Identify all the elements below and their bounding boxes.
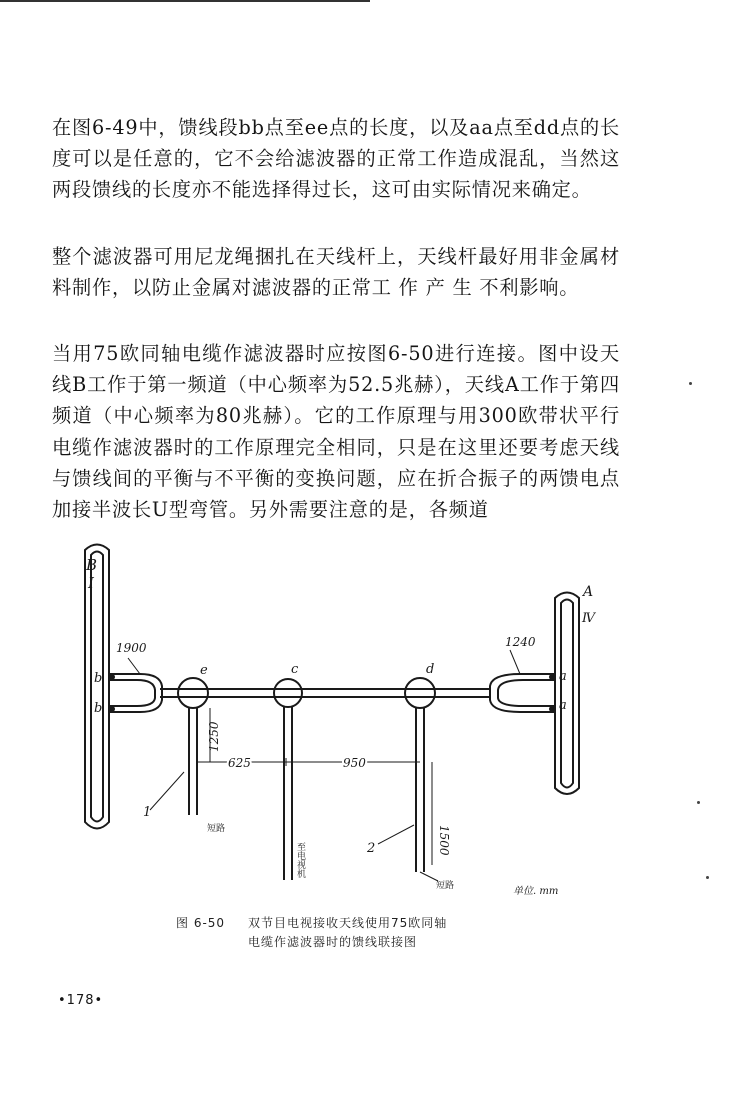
dim-950-label: 950 — [343, 756, 366, 770]
antenna-a-outer — [555, 593, 579, 795]
dim-1500-label: 1500 — [437, 825, 451, 856]
dim-1900-leader — [128, 658, 140, 674]
unit-label: 单位. mm — [513, 886, 559, 897]
antenna-feeder-diagram — [0, 540, 754, 910]
point-b-top: b — [94, 671, 103, 686]
short-2-label: 短路 — [436, 881, 455, 891]
dim-1240-label: 1240 — [505, 635, 536, 649]
short-2-leader — [420, 872, 438, 881]
paragraph-3: 当用75欧同轴电缆作滤波器时应按图6-50进行连接。图中设天线B工作于第一频道（中心频率为52.5兆赫），天线A工作于第四频道（中心频率为80兆赫）。它的工作原理与用300欧带状平行电缆作滤波器时的工作原理完全相同，只是在这里还要考虑天线与馈线间的平衡与不平衡的变换问题，应在折合振子的两馈电点加接半波长U型弯管。另外需要注意的是，各频道 — [52, 342, 620, 522]
stub-2-label: 2 — [367, 841, 376, 856]
u-bend-b-inner — [109, 680, 155, 706]
dim-1900-label: 1900 — [116, 641, 147, 655]
stub-1-label: 1 — [143, 805, 152, 820]
page-number: •178• — [58, 993, 104, 1008]
to-receiver-label: 至电视机 — [295, 842, 305, 878]
paragraph-1: 在图6-49中，馈线段bb点至ee点的长度，以及aa点至dd点的长度可以是任意的，它不会给滤波器的正常工作造成混乱，当然这两段馈线的长度亦不能选择得过长，这可由实际情况来确定。 — [52, 116, 620, 202]
antenna-b-label: B — [86, 556, 98, 574]
antenna-a-inner — [561, 600, 573, 788]
dim-1240-leader — [510, 650, 520, 674]
antenna-a-channel: Ⅳ — [582, 611, 595, 626]
scan-speck — [706, 876, 709, 879]
u-bend-a-inner — [498, 680, 555, 706]
point-d: d — [426, 662, 435, 677]
dim-1250-label: 1250 — [207, 721, 221, 752]
stub-1-leader — [150, 772, 184, 810]
stub-2-leader — [378, 825, 414, 844]
figure-caption-text: 双节目电视接收天线使用75欧同轴电缆作滤波器时的馈线联接图 — [248, 916, 448, 949]
short-1-label: 短路 — [207, 824, 226, 834]
antenna-b-inner — [91, 552, 103, 822]
figure-caption-number: 图 6-50 — [176, 916, 226, 930]
paragraph-2: 整个滤波器可用尼龙绳捆扎在天线杆上，天线杆最好用非金属材料制作，以防止金属对滤波器的正常工 作 产 生 不利影响。 — [52, 245, 620, 300]
top-rule — [0, 0, 370, 2]
junction-e — [178, 678, 208, 708]
antenna-a-label: A — [583, 584, 594, 600]
point-a-bottom: a — [559, 698, 567, 713]
point-a-top: a — [559, 669, 567, 684]
scan-speck — [689, 382, 692, 385]
junction-c — [274, 679, 302, 707]
antenna-b-channel: I — [88, 574, 94, 592]
scan-speck — [697, 801, 700, 804]
point-e: e — [200, 663, 208, 678]
point-b-bottom: b — [94, 701, 103, 716]
junction-d — [405, 678, 435, 708]
dim-625-label: 625 — [228, 756, 251, 770]
point-c: c — [291, 662, 299, 677]
